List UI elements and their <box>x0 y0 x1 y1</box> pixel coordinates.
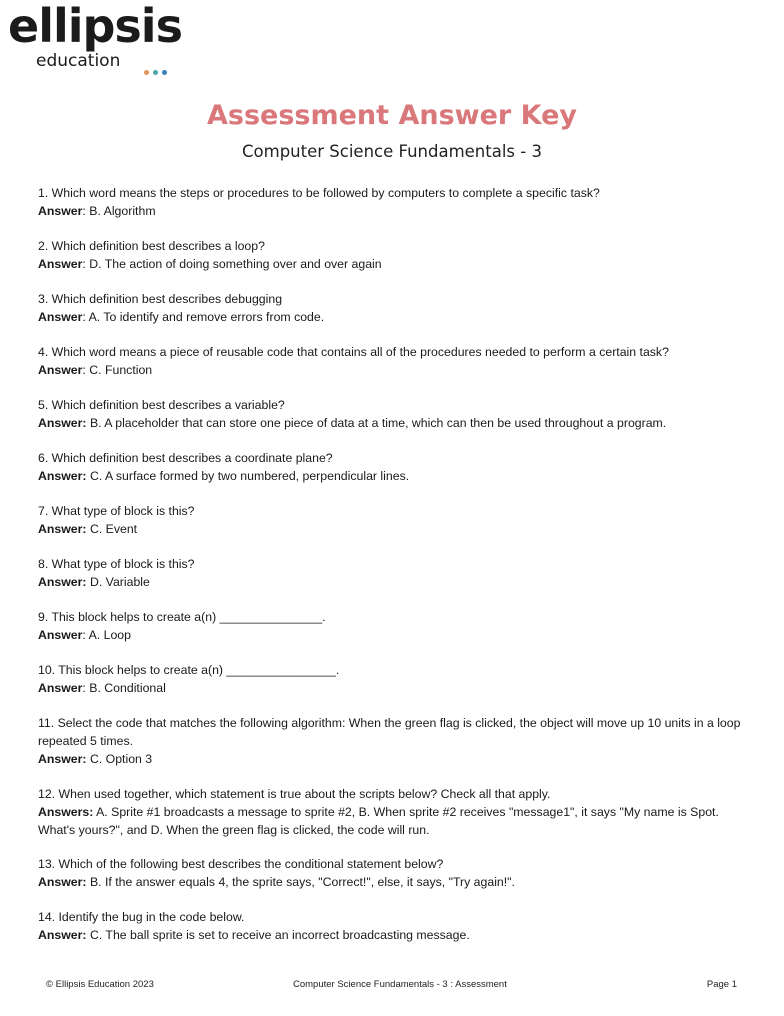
answer-line <box>38 573 744 591</box>
page-title: Assessment Answer Key <box>207 100 577 131</box>
answer-line <box>38 750 744 768</box>
question-item <box>38 449 744 485</box>
question-item <box>38 661 744 697</box>
logo-subtext: education <box>36 51 121 71</box>
question-item <box>38 555 744 591</box>
answer-label: Answer: <box>38 522 87 536</box>
answer-label: Answer: <box>38 575 87 589</box>
answer-label: Answer <box>38 310 83 324</box>
question-item <box>38 608 744 644</box>
question-text: 14. Identify the bug in the code below. <box>38 910 245 924</box>
question-text: 12. When used together, which statement is true about the scripts below? Check all that apply. <box>38 787 551 801</box>
question-text: 1. Which word means the steps or procedures to be followed by computers to complete a specific task? <box>38 186 600 200</box>
answer-text: B. A placeholder that can store one piece of data at a time, which can then be used throughout a program. <box>89 416 667 430</box>
logo-dot-orange <box>144 70 149 75</box>
answer-label: Answer: <box>38 469 87 483</box>
logo-dot-teal <box>153 70 158 75</box>
answer-label: Answer: <box>38 416 87 430</box>
answer-line <box>38 520 744 538</box>
answer-line <box>38 202 744 220</box>
question-item <box>38 184 744 220</box>
answer-separator: : <box>82 363 90 377</box>
answer-line <box>38 873 744 891</box>
question-item <box>38 343 744 379</box>
question-text: 9. This block helps to create a(n) _______________. <box>38 610 326 624</box>
answer-separator: : <box>82 257 90 271</box>
answer-label: Answers: <box>38 805 94 819</box>
answer-text: C. The ball sprite is set to receive an incorrect broadcasting message. <box>89 928 470 942</box>
answer-line <box>38 679 744 697</box>
logo-dots <box>144 62 171 80</box>
answer-text: C. Function <box>89 363 153 377</box>
answer-label: Answer <box>38 628 83 642</box>
question-text: 5. Which definition best describes a variable? <box>38 398 285 412</box>
question-text: 4. Which word means a piece of reusable code that contains all of the procedures needed to perform a certain task? <box>38 345 669 359</box>
logo-wordmark: ellipsis <box>8 0 182 53</box>
answer-label: Answer <box>38 204 83 218</box>
answer-separator: : <box>82 310 89 324</box>
answer-label: Answer <box>38 363 83 377</box>
answer-label: Answer <box>38 681 83 695</box>
answer-text: D. The action of doing something over and over again <box>89 257 382 271</box>
question-text: 7. What type of block is this? <box>38 504 195 518</box>
answer-line <box>38 467 744 485</box>
answer-label: Answer: <box>38 875 87 889</box>
footer-document-title: Computer Science Fundamentals - 3 : Assessment <box>293 979 507 990</box>
answer-line <box>38 308 744 326</box>
question-text: 11. Select the code that matches the following algorithm: When the green flag is clicked, the object will move up 10 units in a loop repeated 5 times. <box>38 716 741 748</box>
answer-line <box>38 926 744 944</box>
answer-line <box>38 803 744 839</box>
question-item <box>38 855 744 891</box>
question-item <box>38 290 744 326</box>
question-item <box>38 396 744 432</box>
question-text: 3. Which definition best describes debugging <box>38 292 283 306</box>
question-text: 2. Which definition best describes a loop? <box>38 239 265 253</box>
answer-line <box>38 414 744 432</box>
question-text: 8. What type of block is this? <box>38 557 195 571</box>
answer-text: B. Conditional <box>89 681 166 695</box>
question-text: 13. Which of the following best describes the conditional statement below? <box>38 857 444 871</box>
question-item <box>38 237 744 273</box>
answer-line <box>38 255 744 273</box>
question-text: 6. Which definition best describes a coordinate plane? <box>38 451 333 465</box>
answer-text: C. A surface formed by two numbered, perpendicular lines. <box>89 469 410 483</box>
answer-text: A. Loop <box>88 628 131 642</box>
answer-text: B. If the answer equals 4, the sprite says, "Correct!", else, it says, "Try again!". <box>89 875 515 889</box>
footer-copyright: © Ellipsis Education 2023 <box>46 979 154 990</box>
question-text: 10. This block helps to create a(n) ________________. <box>38 663 340 677</box>
answer-label: Answer: <box>38 752 87 766</box>
answer-separator: : <box>82 628 89 642</box>
answer-label: Answer <box>38 257 83 271</box>
answer-text: A. Sprite #1 broadcasts a message to sprite #2, B. When sprite #2 receives "message1", it says "My name is Spot. What's yours?", and D. When the green flag is clicked, the code will run. <box>38 805 719 837</box>
answer-text: B. Algorithm <box>89 204 156 218</box>
logo-dot-blue <box>162 70 167 75</box>
footer-page-number: Page 1 <box>706 979 737 990</box>
answer-separator: : <box>82 681 90 695</box>
answer-text: C. Event <box>89 522 138 536</box>
page-subtitle: Computer Science Fundamentals - 3 <box>242 142 542 161</box>
question-item <box>38 785 744 839</box>
answer-line <box>38 626 744 644</box>
answer-text: C. Option 3 <box>89 752 153 766</box>
answer-line <box>38 361 744 379</box>
question-item <box>38 502 744 538</box>
answer-text: A. To identify and remove errors from code. <box>88 310 325 324</box>
answer-label: Answer: <box>38 928 87 942</box>
answer-text: D. Variable <box>89 575 150 589</box>
answer-separator: : <box>82 204 90 218</box>
question-item <box>38 908 744 944</box>
ellipsis-logo <box>8 0 182 74</box>
question-item <box>38 714 744 768</box>
